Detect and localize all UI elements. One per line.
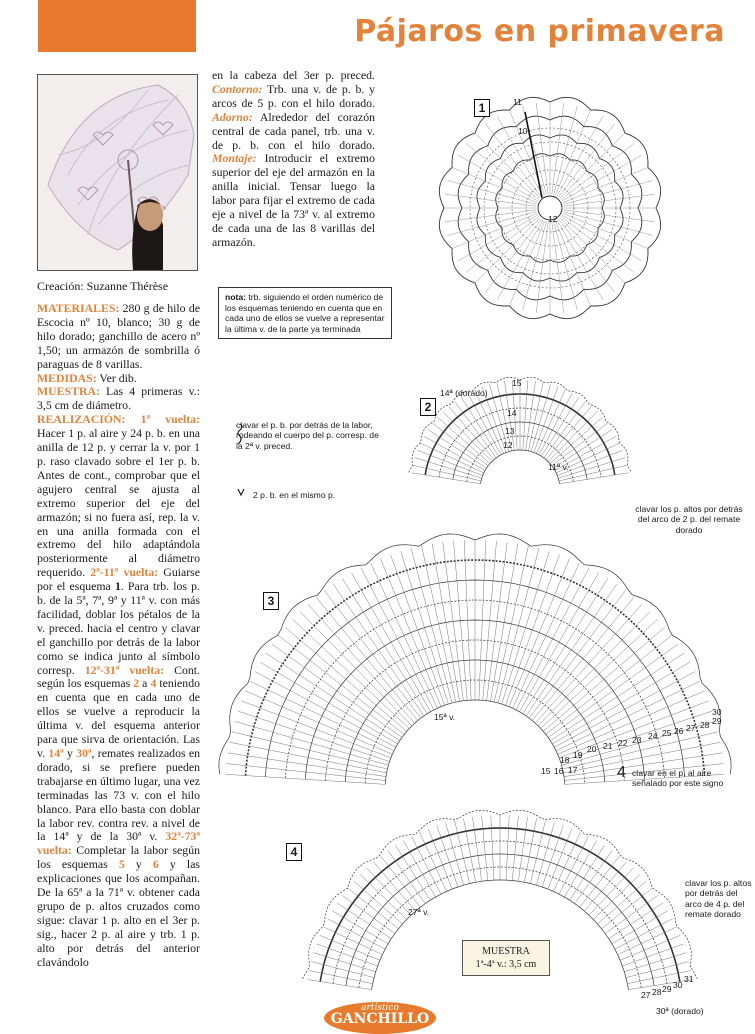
d1-start-line: [525, 112, 542, 198]
esquema-2-ref: 2: [133, 676, 140, 691]
montaje-heading: Montaje:: [212, 151, 257, 166]
d3-spoke-9: [250, 681, 394, 751]
d3-spoke-19: [316, 597, 418, 720]
d2-label-13: 13: [505, 426, 515, 436]
vuelta-32-73-text-b: y las explicaciones que los acompañan. De la 65ª a la 71ª v. obtener cada grupo de p. altos cruzados como sigue: clavar 1 p. alto en el 3er p. sig., hacer 2 p. al aire y trb. 1 p. alto por detrás del anterior clavándolo: [37, 857, 201, 969]
d3-spoke-11: [260, 662, 397, 744]
d3-spoke-43: [505, 555, 559, 706]
d3-note-number: 4: [617, 764, 626, 781]
d4-spoke-53: [615, 919, 672, 949]
d4-label-dorado: 30ª (dorado): [656, 1006, 704, 1016]
esquema-6-ref: 6: [152, 857, 159, 872]
vuelta-2-11-text-a: Guiarse por el esquema: [37, 565, 200, 594]
medidas-heading: MEDIDAS:: [37, 370, 97, 385]
d1-spoke-43: [561, 143, 634, 199]
d3-spoke-27: [391, 555, 445, 706]
vuelta-1-text: Hacer 1 p. al aire y 24 p. b. en una anilla de 12 p. y cerrar la v. por 1 p. raso clavado sobre el 1er p. b. Antes de cont., comprobar que el agujero central se ajusta al extremo superior del eje del armazón; si no fuera así, rep. la v. en una anilla formada con el extremo del hilo adaptándola posteriormente al diámetro requerido.: [37, 426, 200, 580]
d4-vuelta: 27ª v.: [408, 907, 430, 917]
d1-label-12: 12: [548, 214, 558, 224]
d1-spoke-41: [559, 124, 615, 197]
d4-spoke-26: [463, 818, 475, 882]
d1-spoke-17: [485, 219, 541, 292]
d3-spoke-24: [361, 568, 434, 710]
d2-label-12: 12: [503, 440, 513, 450]
d3-label: 29: [712, 716, 722, 726]
d3-label: 21: [603, 741, 613, 751]
d1-spoke-19: [466, 217, 539, 273]
d3-label: 23: [632, 735, 642, 745]
d3-spoke-18: [308, 604, 415, 723]
muestra-box-value: 1ª-4ª v.: 3,5 cm: [475, 959, 537, 970]
vuelta-32-73-y-word: y: [124, 857, 153, 872]
d2-spoke-27: [539, 393, 572, 455]
d3-spoke-1: [226, 764, 385, 781]
legend-2pb: 2 p. b. en el mismo p.: [253, 490, 336, 500]
vuelta-30-ref: 30ª: [76, 746, 92, 760]
nota-label: nota:: [225, 292, 247, 302]
d3-spoke-52: [535, 604, 642, 723]
d3-spoke-29: [411, 548, 452, 703]
medidas-text: Ver dib.: [96, 370, 137, 385]
d3-spoke-26: [380, 559, 440, 707]
d1-label-10: 10: [518, 126, 528, 136]
d2-spoke-25: [534, 387, 558, 453]
vuelta-1-heading: 1ª vuelta:: [125, 412, 200, 427]
d3-vuelta: 15ª v.: [434, 712, 456, 722]
vuelta-2-11-text-b: . Para trb. los p. b. de la 5ª, 7ª, 9ª y 11ª v. con más facilidad, doblar los pétalos de la v. preced. hacia el centro y clavar el ganchillo por detrás de la labor como se indica junto al símbolo corresp.: [37, 579, 200, 677]
montaje-text: Introducir el extremo superior del eje del armazón en la anilla inicial. Tensar luego la labor para fijar el extremo de cada eje a nivel de la 73ª v. al extremo de cada una de las 8 varillas del armazón.: [212, 151, 375, 249]
d3-spoke-5: [235, 721, 389, 765]
vuelta-2-11-heading: 2ª-11ª vuelta:: [90, 565, 159, 580]
d3-spoke-48: [523, 578, 608, 714]
d3-arc-0: [385, 700, 565, 784]
d4-label: 27: [641, 990, 651, 1000]
esquema-4-ref: 4: [150, 676, 157, 691]
d4-label: 29: [662, 984, 672, 994]
d4-spoke-50: [605, 895, 658, 933]
d3-spoke-45: [513, 563, 580, 708]
d3-label: 30: [712, 707, 722, 717]
d3-spoke-40: [494, 546, 528, 702]
d4-spoke-37: [542, 826, 563, 887]
ganchillo-logo: [324, 1002, 436, 1034]
d1-spoke-42: [560, 133, 625, 198]
d3-spoke-12: [266, 653, 400, 741]
d4-spoke-29: [491, 815, 494, 880]
d3-label: 16: [554, 766, 564, 776]
d4-spoke-7: [328, 919, 385, 949]
d3-spoke-46: [516, 568, 589, 710]
d3-label: 18: [560, 755, 570, 765]
muestra-heading: MUESTRA:: [37, 384, 100, 399]
d2-note: clavar los p. altos por detrás del arco de 2 p. del remate dorado: [635, 504, 743, 535]
adorno-heading: Adorno:: [212, 109, 253, 124]
vuelta-12-31-heading: 12ª-31ª vuelta:: [84, 662, 165, 677]
esquema-1-ref: 1: [114, 579, 121, 594]
d2-spoke-5: [424, 436, 485, 470]
d1-spoke-18: [475, 218, 540, 283]
d2-spoke-13: [468, 393, 501, 455]
vuelta-12-31-text-c: , remates realizados en dorado, si se prefiere pueden trabajarse en último lugar, una vez terminadas las 73 v. con el hilo blanco. Para ello basta con doblar la labor rev. contra rev. a nivel de la 14ª y de la 30ª v.: [37, 746, 200, 844]
vuelta-32-73-heading: 32ª-73ª vuelta:: [37, 829, 200, 858]
vuelta-12-31-a-word: a: [139, 676, 151, 691]
esquema-5-ref: 5: [118, 857, 125, 872]
materiales-heading: MATERIALES:: [37, 301, 120, 315]
d3-label: 25: [662, 728, 672, 738]
d4-spoke-16: [380, 856, 420, 907]
d3-label: 15: [541, 766, 551, 776]
d3-spoke-16: [292, 619, 409, 728]
d4-label: 31: [684, 974, 694, 984]
d3-spoke-42: [502, 551, 550, 704]
d4-spoke-44: [580, 856, 620, 907]
muestra-text: Las 4 primeras v.: 3,5 cm de diámetro.: [37, 384, 200, 413]
d3-label: 27: [686, 723, 696, 733]
d4-note: clavar los p. altos por detrás del arco de 4 p. del remate dorado: [685, 878, 752, 920]
adorno-text: Alrededor del corazón central de cada panel, trb. una v. de p. b. con el hilo dorado.: [212, 109, 375, 152]
d4-spoke-33: [518, 817, 527, 881]
diagram-4-number: 4: [286, 843, 302, 861]
contorno-text: Trb. una v. de p. b. y arcos de 5 p. con el hilo dorado.: [212, 81, 375, 110]
vuelta-12-31-text-a: Cont. según los esquemas: [37, 662, 201, 691]
d4-spoke-0: [307, 979, 371, 989]
d4-label: 28: [652, 987, 662, 997]
d4-spoke-31: [506, 815, 509, 880]
d3-spoke-25: [371, 563, 438, 708]
nota-text: trb. siguiendo el orden numérico de los esquemas teniendo en cuenta que en cada uno de ellos se vuelve a representar la última v. de la parte ya terminada: [225, 292, 385, 334]
page-title: Pájaros en primavera: [354, 14, 725, 49]
d3-spoke-2: [228, 753, 386, 777]
d3-spoke-10: [255, 672, 396, 748]
diagram-3-number: 3: [263, 592, 279, 610]
d4-spoke-27: [473, 817, 482, 881]
muestra-box-title: MUESTRA: [482, 946, 530, 957]
d3-spoke-4: [232, 732, 388, 769]
d4-spoke-19: [403, 841, 435, 897]
d3-label: 17: [568, 765, 578, 775]
d2-label-dorado: 14ª (dorado): [440, 388, 488, 398]
d1-spoke-5: [561, 217, 634, 273]
d4-spoke-13: [360, 874, 407, 919]
muestra-box: [462, 940, 550, 976]
d3-spoke-28: [401, 551, 449, 704]
d3-label: 28: [700, 720, 710, 730]
d4-spoke-23: [437, 826, 458, 887]
d4-spoke-2: [311, 962, 374, 978]
vuelta-12-31-text-b: teniendo en cuenta que en cada uno de ellos se vuelve a reproducir la última v. del esquema anterior para que sirva de orientación. Las v.: [37, 676, 200, 760]
logo-line-1: artístico: [361, 1003, 399, 1013]
materiales-text: 280 g de hilo de Escocia nº 10, blanco; 30 g de hilo dorado; ganchillo de acero nº 1,50; un armazón de sombrilla ó paraguas de 8 varillas.: [37, 301, 200, 371]
d3-spoke-6: [238, 711, 390, 762]
d1-spoke-7: [559, 219, 615, 292]
d1-spoke-29: [466, 143, 539, 199]
d3-label: 26: [674, 726, 684, 736]
d3-spoke-44: [509, 559, 569, 707]
credit-line: Creación: Suzanne Thérèse: [37, 279, 169, 293]
d4-spoke-32: [512, 816, 518, 881]
d4-spoke-41: [564, 841, 596, 897]
d3-spoke-7: [241, 701, 390, 758]
d4-label: 30: [673, 980, 683, 990]
d4-spoke-20: [411, 836, 441, 894]
d4-spoke-10: [342, 895, 395, 933]
d4-spoke-1: [309, 970, 373, 983]
d3-spoke-22: [342, 578, 427, 714]
logo-line-2: GANCHILLO: [330, 1011, 430, 1027]
realizacion-heading: REALIZACIÓN:: [37, 412, 126, 427]
d3-label: 22: [618, 738, 628, 748]
vuelta-12-31-y-word: y: [63, 746, 77, 760]
d2-spoke-6: [428, 430, 487, 468]
d2-vuelta: 11ª v.: [548, 462, 569, 472]
d3-spoke-61: [556, 681, 700, 751]
d4-spoke-47: [593, 874, 640, 919]
vuelta-14-ref: 14ª: [48, 746, 64, 760]
d3-spoke-54: [541, 619, 658, 728]
d3-spoke-14: [278, 636, 404, 735]
d1-spoke-6: [560, 218, 625, 283]
d2-label-14: 14: [507, 408, 517, 418]
d2-label-15: 15: [512, 378, 522, 388]
d3-note: clavar en el p. al aire señalado por este signo: [632, 768, 724, 789]
d3-spoke-57: [548, 644, 678, 737]
contorno-heading: Contorno:: [212, 81, 263, 96]
d1-label-11: 11: [513, 97, 522, 107]
d3-spoke-17: [300, 611, 412, 725]
d4-spoke-28: [482, 816, 488, 881]
d3-spoke-3: [230, 742, 387, 773]
diagram-1-number: 1: [474, 99, 490, 117]
d1-spoke-31: [485, 124, 541, 197]
d3-spoke-41: [498, 548, 539, 703]
d4-spoke-34: [524, 818, 536, 882]
col2-intro: en la cabeza del 3er p. preced.: [212, 68, 375, 82]
d3-spoke-56: [546, 636, 672, 735]
d3-label: 24: [648, 731, 658, 741]
d3-spoke-21: [333, 584, 424, 716]
d3-label: 19: [573, 750, 583, 760]
d4-spoke-40: [559, 836, 589, 894]
d3-label: 20: [587, 744, 597, 754]
vuelta-32-73-text-a: Completar la labor según los esquemas: [37, 843, 200, 872]
d3-spoke-30: [422, 546, 456, 702]
d3-spoke-13: [272, 644, 402, 737]
diagram-2-number: 2: [420, 398, 436, 416]
d3-spoke-53: [538, 611, 650, 725]
legend-clavar-text: clavar el p. b. por detrás de la labor, rodeando el cuerpo del p. corresp. de la 2ª v. preced.: [236, 420, 379, 451]
